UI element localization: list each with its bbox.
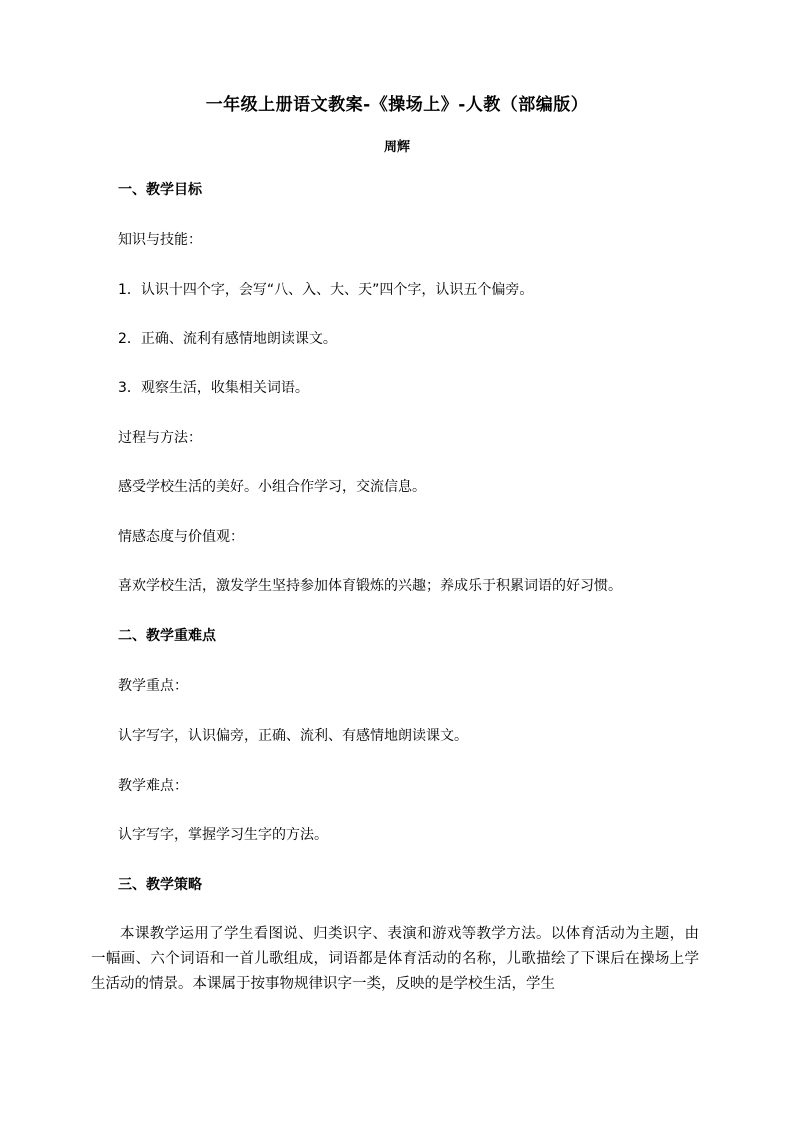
document-title: 一年级上册语文教案-《操场上》-人教（部编版）: [205, 95, 589, 115]
objective-item-2: 2．正确、流利有感情地朗读课文。: [118, 331, 337, 347]
difficult-point-text: 认字写字，掌握学习生字的方法。: [118, 827, 328, 843]
key-point-text: 认字写字，认识偏旁，正确、流利、有感情地朗读课文。: [118, 728, 468, 744]
knowledge-skills-label: 知识与技能：: [118, 232, 202, 248]
difficult-point-label: 教学难点：: [118, 778, 188, 794]
strategy-paragraph: 本课教学运用了学生看图说、归类识字、表演和游戏等教学方法。以体育活动为主题，由一幅画、六个词语和一首儿歌组成，词语都是体育活动的名称，儿歌描绘了下课后在操场上学生活动的情景。本课属于按事物规律识字一类，反映的是学校生活，学生: [91, 926, 699, 992]
key-point-label: 教学重点：: [118, 678, 188, 694]
objective-item-3: 3．观察生活，收集相关词语。: [118, 380, 309, 396]
objective-item-1: 1．认识十四个字，会写“八、入、大、天”四个字，认识五个偏旁。: [118, 282, 534, 298]
emotion-values-label: 情感态度与价值观：: [118, 529, 244, 545]
process-method-text: 感受学校生活的美好。小组合作学习，交流信息。: [118, 479, 426, 495]
section-heading-strategy: 三、教学策略: [118, 877, 202, 893]
emotion-values-text: 喜欢学校生活，激发学生坚持参加体育锻炼的兴趣；养成乐于积累词语的好习惯。: [118, 578, 622, 594]
process-method-label: 过程与方法：: [118, 430, 202, 446]
author-name: 周辉: [383, 140, 410, 155]
section-heading-objectives: 一、教学目标: [118, 182, 202, 198]
section-heading-key-points: 二、教学重难点: [118, 628, 216, 644]
